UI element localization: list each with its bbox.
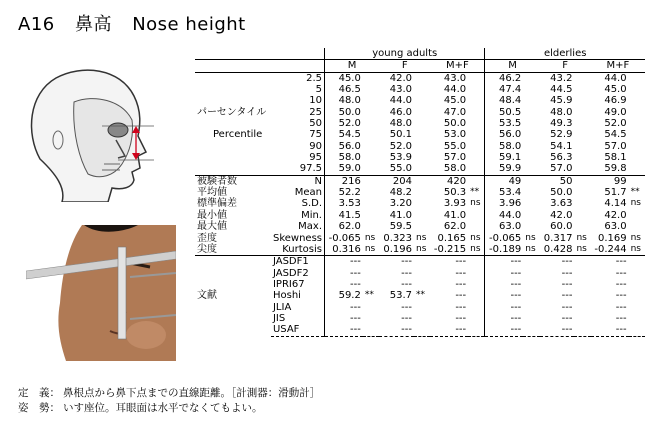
en-title: Nose height xyxy=(132,14,246,35)
posture-text: いす座位。耳眼面は水平でなくてもよい。 xyxy=(63,402,263,414)
stats-row: 最小値 Min. 41.5 41.0 41.0 44.0 42.0 42.0 xyxy=(197,209,627,221)
page-title xyxy=(18,10,260,36)
table-row: 50 52.0 48.0 50.0 53.5 49.3 52.0 xyxy=(309,118,627,130)
reference-row: 文献 Hoshi 59.2 ** 53.7 ** --- --- --- --- xyxy=(197,290,627,302)
group-young: young adults xyxy=(325,48,485,60)
head-skull-illustration xyxy=(22,64,157,202)
table-row: Percentile 75 54.5 50.1 53.0 56.0 52.9 54.5 xyxy=(195,129,645,140)
stats-row: 平均値 Mean 52.2 48.2 50.3 ** 53.4 50.0 51.7 ** xyxy=(197,187,640,199)
percentile-en-label: Percentile xyxy=(213,129,263,141)
reference-row: JASDF2 --- --- --- --- --- --- xyxy=(272,267,627,279)
col-elder-mf: M+F xyxy=(606,60,630,72)
reference-row: JASDF1 --- --- --- --- --- --- xyxy=(272,256,627,268)
col-young-m: M xyxy=(325,60,380,72)
table-row: 95 58.0 53.9 57.0 59.1 56.3 58.1 xyxy=(309,152,627,164)
reference-row: JIS --- --- --- --- --- --- xyxy=(272,312,627,324)
table-row: 2.5 45.0 42.0 43.0 46.2 43.2 44.0 xyxy=(195,72,645,84)
reference-row: IPRI67 --- --- --- --- --- --- xyxy=(272,278,627,290)
refs-label: 文献 xyxy=(197,290,217,302)
col-elder-m: M xyxy=(485,60,540,72)
table-row: 97.5 59.0 55.0 58.0 59.9 57.0 59.8 xyxy=(195,163,645,175)
reference-row: JLIA --- --- --- --- --- --- xyxy=(272,301,627,313)
table-row: 90 56.0 52.0 55.0 58.0 54.1 57.0 xyxy=(309,140,627,152)
reference-row: USAF --- --- --- --- --- --- xyxy=(195,324,645,336)
measurement-photo xyxy=(26,225,176,361)
table-row: 10 48.0 44.0 45.0 48.4 45.9 46.9 xyxy=(309,95,627,107)
measurement-table xyxy=(195,48,645,337)
definition-text: 鼻根点から鼻下点までの直線距離。［計測器：滑動計］ xyxy=(63,387,321,399)
posture-key: 姿 勢： xyxy=(18,402,60,414)
col-young-mf: M+F xyxy=(445,60,469,72)
stats-row: 尖度 Kurtosis 0.316 ns 0.196 ns -0.215 ns -0.189 ns 0.428 ns -0.244 ns xyxy=(195,244,645,256)
definition-key: 定 義： xyxy=(18,387,60,399)
col-young-f: F xyxy=(401,60,408,72)
table-row: パーセンタイル 25 50.0 46.0 47.0 50.5 48.0 49.0 xyxy=(197,106,627,118)
posture-line xyxy=(18,401,320,416)
col-elder-f: F xyxy=(562,60,569,72)
percentile-jp-label: パーセンタイル xyxy=(197,106,267,118)
group-elder: elderlies xyxy=(485,48,645,60)
item-code: A16 xyxy=(18,14,55,35)
definition-footer xyxy=(18,386,320,416)
jp-title: 鼻高 xyxy=(74,14,112,35)
stats-row: 標準偏差 S.D. 3.53 3.20 3.93 ns 3.96 3.63 4.14 ns xyxy=(197,198,641,210)
stats-row: 歪度 Skewness -0.065 ns 0.323 ns 0.165 ns -0.065 ns 0.317 ns 0.169 ns xyxy=(197,232,641,244)
stats-row: 最大値 Max. 62.0 59.5 62.0 63.0 60.0 63.0 xyxy=(197,221,627,233)
table-row: 5 46.5 43.0 44.0 47.4 44.5 45.0 xyxy=(315,84,627,96)
group-header-row xyxy=(195,48,645,60)
col-header-row xyxy=(195,60,645,72)
stats-row: 被験者数 N 216 204 420 49 50 99 xyxy=(197,175,627,187)
definition-line xyxy=(18,386,320,401)
